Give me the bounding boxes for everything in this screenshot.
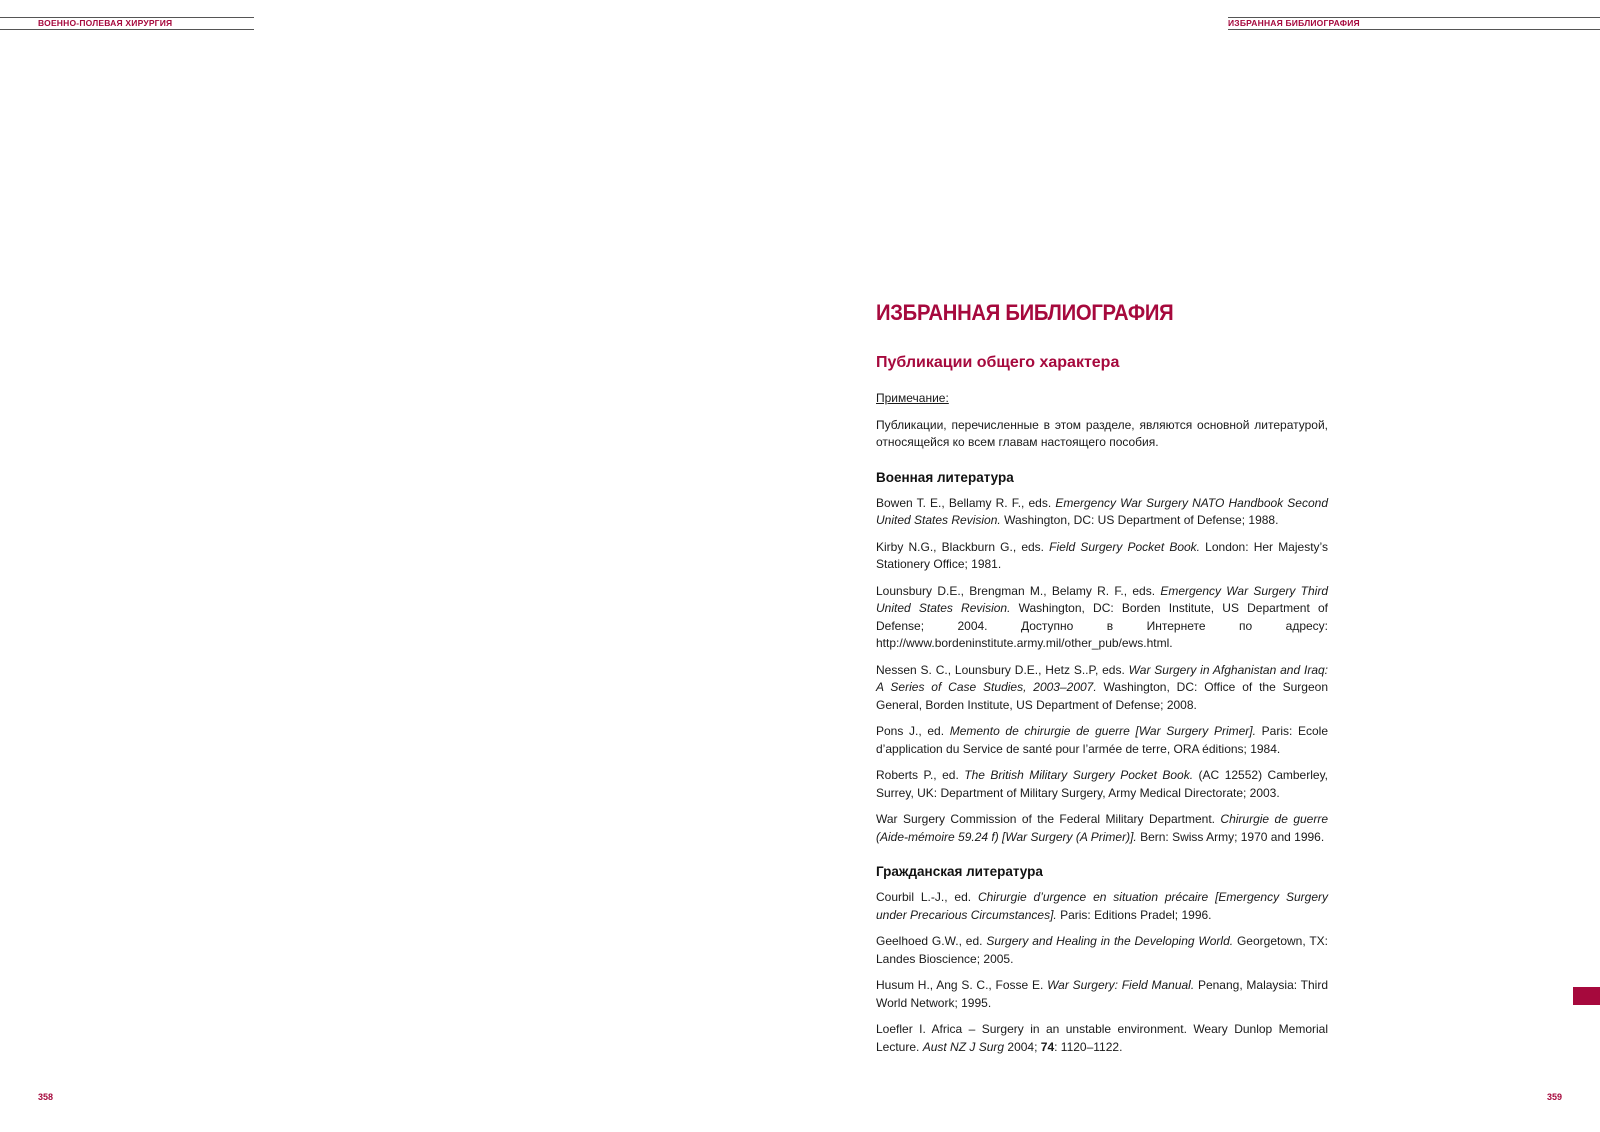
reference-post: London: Her Majesty’s Stationery Office; 1981. xyxy=(876,539,1328,571)
reference-it: Chirurgie d’urgence en situation précaire [Emergency Surgery under Precarious Circumstances]. xyxy=(876,890,1328,922)
reference-pre: War Surgery Commission of the Federal Military Department. xyxy=(876,812,1221,826)
civilian-literature-heading: Гражданская литература xyxy=(876,864,1043,879)
reference-item xyxy=(876,767,1328,802)
page-title: ИЗБРАННАЯ БИБЛИОГРАФИЯ xyxy=(876,300,1174,325)
reference-bold: 74 xyxy=(1040,1039,1055,1054)
reference-it: The British Military Surgery Pocket Book. xyxy=(964,768,1194,782)
reference-pre: Lounsbury D.E., Brengman M., Belamy R. F., eds. xyxy=(876,583,1161,598)
reference-pre: Nessen S. C., Lounsbury D.E., Hetz S..P, eds. xyxy=(876,662,1129,677)
reference-it: Chirurgie de guerre (Aide-mémoire 59.24 f) [War Surgery (A Primer)]. xyxy=(876,812,1329,844)
reference-it: Emergency War Surgery Third United States Revision. xyxy=(876,583,1328,615)
reference-post: (AC 12552) Camberley, Surrey, UK: Department of Military Surgery, Army Medical Directorate; 2003. xyxy=(876,768,1329,800)
reference-item xyxy=(876,539,1328,574)
military-literature-heading: Военная литература xyxy=(876,469,1014,485)
reference-post: 2004; xyxy=(1004,1039,1041,1054)
reference-item xyxy=(876,662,1328,715)
reference-item xyxy=(876,495,1328,530)
reference-tail: : 1120–1122. xyxy=(1054,1039,1123,1054)
military-reference-list xyxy=(876,495,1328,847)
reference-item xyxy=(876,889,1328,924)
reference-pre: Kirby N.G., Blackburn G., eds. xyxy=(876,539,1050,554)
reference-post: Georgetown, TX: Landes Bioscience; 2005. xyxy=(876,934,1329,966)
left-running-head xyxy=(0,17,254,30)
reference-post: Washington, DC: US Department of Defense; 1988. xyxy=(1000,513,1279,527)
reference-item xyxy=(876,1021,1328,1056)
reference-item xyxy=(876,583,1328,653)
reference-it: Surgery and Healing in the Developing World. xyxy=(986,934,1234,948)
reference-item xyxy=(876,933,1328,968)
reference-it: War Surgery: Field Manual. xyxy=(1047,978,1195,992)
left-running-head-text: ВОЕННО-ПОЛЕВАЯ ХИРУРГИЯ xyxy=(38,18,173,28)
note-label: Примечание: xyxy=(876,391,949,405)
reference-it: Emergency War Surgery NATO Handbook Second United States Revision. xyxy=(876,495,1328,527)
reference-post: Washington, DC: Borden Institute, US Department of Defense; 2004. Доступно в Интернете по адресу: http://www.bordeninstitute.army.mil/other_pub/ews.html. xyxy=(876,601,1329,650)
right-running-head xyxy=(1228,17,1600,30)
reference-pre: Courbil L.-J., ed. xyxy=(876,890,978,904)
right-running-head-text: ИЗБРАННАЯ БИБЛИОГРАФИЯ xyxy=(1228,18,1360,28)
reference-it: Memento de chirurgie de guerre [War Surgery Primer]. xyxy=(949,724,1256,738)
bibliography-content xyxy=(876,298,1328,1056)
right-page-number: 359 xyxy=(1546,1092,1562,1102)
chapter-thumb-tab xyxy=(1573,987,1600,1005)
reference-post: Washington, DC: Office of the Surgeon General, Borden Institute, US Department of Defense; 2008. xyxy=(876,680,1328,712)
reference-pre: Bowen T. E., Bellamy R. F., eds. xyxy=(876,495,1056,510)
reference-item xyxy=(876,723,1328,758)
reference-item xyxy=(876,977,1328,1012)
right-page xyxy=(800,0,1600,1132)
reference-post: Paris: Editions Pradel; 1996. xyxy=(1056,907,1212,922)
reference-post: Paris: Ecole d’application du Service de santé pour l’armée de terre, ORA éditions; 1984. xyxy=(876,724,1328,756)
reference-item xyxy=(876,811,1328,846)
note-text: Публикации, перечисленные в этом разделе, являются основной литературой, относящейся ко всем главам настоящего пособия. xyxy=(876,417,1328,449)
reference-it: Aust NZ J Surg xyxy=(922,1039,1005,1054)
reference-pre: Geelhoed G.W., ed. xyxy=(876,934,987,948)
civilian-reference-list xyxy=(876,889,1328,1056)
reference-pre: Roberts P., ed. xyxy=(876,768,965,782)
reference-pre: Loefler I. Africa – Surgery in an unstable environment. Weary Dunlop Memorial Lecture. xyxy=(876,1022,1328,1054)
reference-it: Field Surgery Pocket Book. xyxy=(1049,539,1201,554)
left-page-number: 358 xyxy=(38,1092,54,1102)
reference-post: Penang, Malaysia: Third World Network; 1995. xyxy=(876,978,1328,1010)
reference-post: Bern: Swiss Army; 1970 and 1996. xyxy=(1136,829,1325,844)
section-heading: Публикации общего характера xyxy=(876,354,1120,371)
reference-it: War Surgery in Afghanistan and Iraq: A Series of Case Studies, 2003–2007. xyxy=(876,662,1329,694)
reference-pre: Husum H., Ang S. C., Fosse E. xyxy=(876,978,1048,992)
reference-pre: Pons J., ed. xyxy=(876,724,950,738)
